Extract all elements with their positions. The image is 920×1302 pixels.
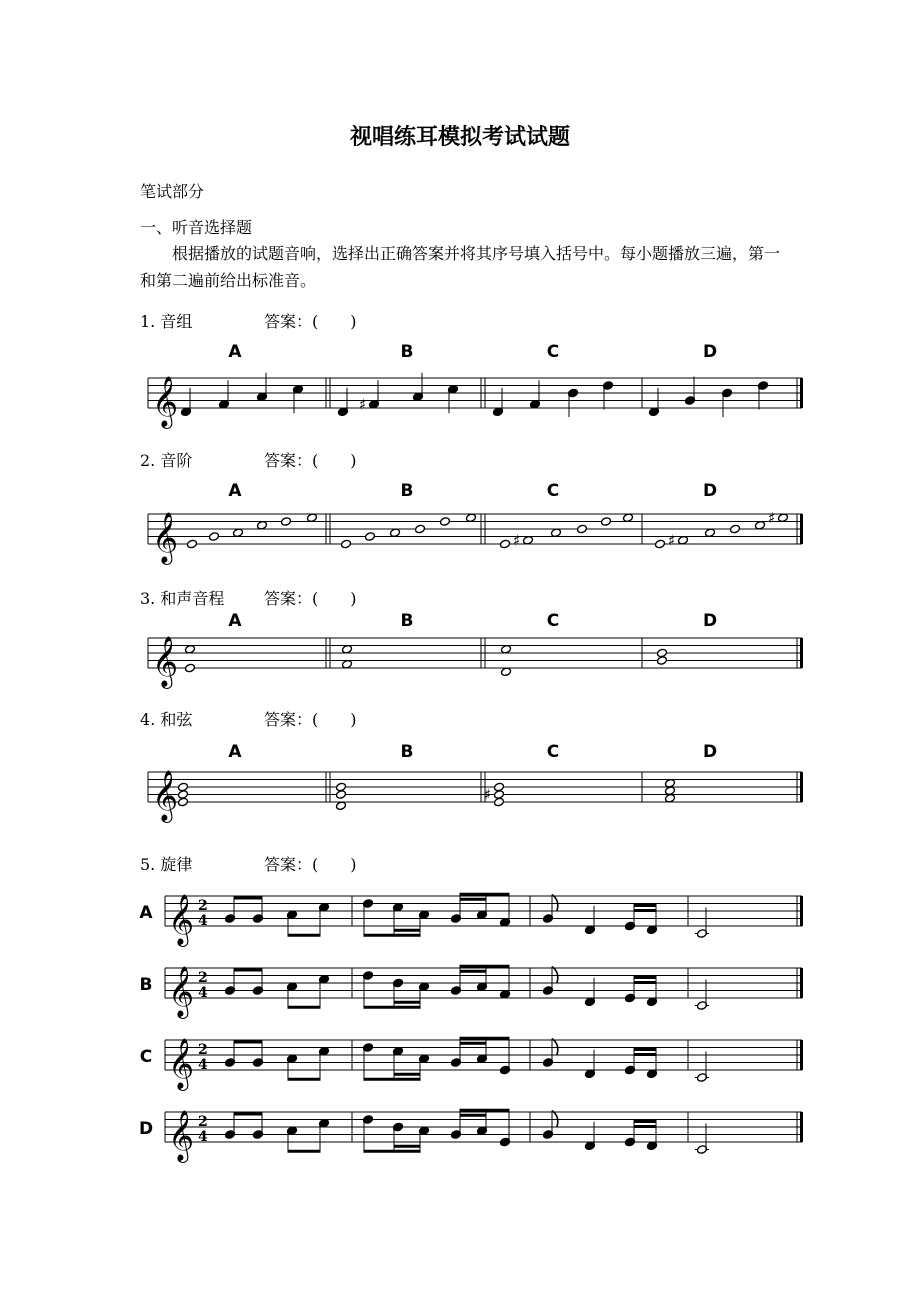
- option-label-b: B: [400, 342, 414, 362]
- sharp-sign: ♯: [513, 531, 521, 550]
- treble-clef: 𝄞: [168, 1038, 195, 1089]
- whole-note: [730, 524, 741, 534]
- question-number: 5.: [140, 855, 156, 874]
- section-heading: 笔试部分: [140, 182, 205, 201]
- final-barline-thick: [800, 1040, 803, 1070]
- beam: [288, 934, 320, 937]
- question-name: 音组: [160, 312, 193, 331]
- option-label-d: D: [702, 742, 718, 762]
- melody-label-c: C: [139, 1047, 153, 1067]
- treble-clef: 𝄞: [168, 1110, 195, 1161]
- beam-sixteenth: [634, 1125, 656, 1128]
- final-barline-thick: [800, 772, 803, 802]
- whole-note: [187, 539, 198, 549]
- whole-note: [209, 532, 220, 542]
- beam: [234, 1041, 262, 1044]
- whole-note: [341, 539, 352, 549]
- beam-sixteenth: [460, 1114, 486, 1117]
- option-label-d: D: [702, 342, 718, 362]
- whole-note: [601, 517, 612, 527]
- beam-sixteenth: [394, 929, 420, 932]
- beam: [634, 1048, 656, 1051]
- interval-note: [657, 648, 668, 658]
- note-flag: [552, 1039, 558, 1055]
- time-signature-top: 2: [198, 1042, 208, 1058]
- beam-sixteenth: [394, 1073, 420, 1076]
- sharp-sign: ♯: [768, 508, 776, 527]
- treble-clef: 𝄞: [152, 770, 179, 821]
- time-signature-top: 2: [198, 970, 208, 986]
- time-signature-bottom: 4: [198, 1057, 208, 1073]
- beam-sixteenth: [394, 1145, 420, 1148]
- beam-sixteenth: [460, 1042, 486, 1045]
- time-signature-bottom: 4: [198, 913, 208, 929]
- time-signature-bottom: 4: [198, 985, 208, 1001]
- beam: [460, 1037, 509, 1040]
- beam: [460, 893, 509, 896]
- final-barline-thick: [800, 896, 803, 926]
- answer-blank[interactable]: 答案：( ): [264, 589, 357, 608]
- beam-sixteenth: [634, 1053, 656, 1056]
- beam: [288, 1150, 320, 1153]
- whole-note: [500, 539, 511, 549]
- question-number: 3.: [140, 589, 156, 608]
- beam: [288, 1006, 320, 1009]
- part-heading: 一、听音选择题: [140, 218, 253, 237]
- melody-label-b: B: [139, 975, 153, 995]
- beam-sixteenth: [460, 970, 486, 973]
- note-flag: [552, 1111, 558, 1127]
- question-number: 4.: [140, 710, 156, 729]
- answer-blank[interactable]: 答案：( ): [264, 710, 357, 729]
- treble-clef: 𝄞: [152, 376, 179, 427]
- question-name: 音阶: [160, 451, 193, 470]
- chord-note: [178, 782, 189, 792]
- beam: [634, 976, 656, 979]
- question-number: 1.: [140, 312, 156, 331]
- option-label-b: B: [400, 611, 414, 631]
- beam: [234, 969, 262, 972]
- beam: [634, 1120, 656, 1123]
- time-signature-top: 2: [198, 1114, 208, 1130]
- whole-note: [281, 517, 292, 527]
- final-barline-thick: [800, 514, 803, 544]
- melody-label-a: A: [139, 903, 153, 923]
- option-label-b: B: [400, 481, 414, 501]
- treble-clef: 𝄞: [152, 512, 179, 563]
- final-barline-thick: [800, 638, 803, 668]
- whole-note: [655, 539, 666, 549]
- answer-blank[interactable]: 答案：( ): [264, 855, 357, 874]
- question-number: 2.: [140, 451, 156, 470]
- question-name: 和声音程: [160, 589, 225, 608]
- sharp-sign: ♯: [359, 395, 367, 414]
- beam: [364, 1078, 420, 1081]
- beam: [364, 1150, 420, 1153]
- treble-clef: 𝄞: [152, 636, 179, 687]
- beam: [460, 1109, 509, 1112]
- beam: [634, 904, 656, 907]
- beam: [460, 965, 509, 968]
- option-label-c: C: [546, 342, 560, 362]
- option-label-c: C: [546, 481, 560, 501]
- option-label-a: A: [228, 611, 242, 631]
- time-signature-top: 2: [198, 898, 208, 914]
- beam: [364, 1006, 420, 1009]
- final-barline-thick: [800, 968, 803, 998]
- question-name: 和弦: [160, 710, 193, 729]
- whole-note: [415, 524, 426, 534]
- option-label-c: C: [546, 611, 560, 631]
- final-barline-thick: [800, 378, 803, 408]
- beam-sixteenth: [460, 898, 486, 901]
- note-flag: [552, 895, 558, 911]
- whole-note: [365, 532, 376, 542]
- beam: [288, 1078, 320, 1081]
- option-label-a: A: [228, 481, 242, 501]
- answer-blank[interactable]: 答案：( ): [264, 312, 357, 331]
- sharp-sign: ♯: [668, 531, 676, 550]
- whole-note: [577, 524, 588, 534]
- note-flag: [552, 967, 558, 983]
- interval-note: [185, 663, 196, 673]
- beam-sixteenth: [394, 1001, 420, 1004]
- sharp-sign: ♯: [484, 785, 492, 804]
- option-label-a: A: [228, 342, 242, 362]
- option-label-a: A: [228, 742, 242, 762]
- chord-note: [336, 782, 347, 792]
- beam-sixteenth: [634, 909, 656, 912]
- question-name: 旋律: [160, 855, 193, 874]
- page-title: 视唱练耳模拟考试试题: [349, 125, 570, 150]
- whole-note: [440, 517, 451, 527]
- melody-label-d: D: [138, 1119, 154, 1139]
- beam: [234, 1113, 262, 1116]
- option-label-d: D: [702, 481, 718, 501]
- final-barline-thick: [800, 1112, 803, 1142]
- option-label-b: B: [400, 742, 414, 762]
- time-signature-bottom: 4: [198, 1129, 208, 1145]
- beam: [364, 934, 420, 937]
- instructions: 根据播放的试题音响，选择出正确答案并将其序号填入括号中。每小题播放三遍，第一和第二遍前给出标准音。: [140, 244, 781, 290]
- treble-clef: 𝄞: [168, 894, 195, 945]
- treble-clef: 𝄞: [168, 966, 195, 1017]
- option-label-d: D: [702, 611, 718, 631]
- chord-note: [494, 782, 505, 792]
- option-label-c: C: [546, 742, 560, 762]
- answer-blank[interactable]: 答案：( ): [264, 451, 357, 470]
- beam-sixteenth: [634, 981, 656, 984]
- beam: [234, 897, 262, 900]
